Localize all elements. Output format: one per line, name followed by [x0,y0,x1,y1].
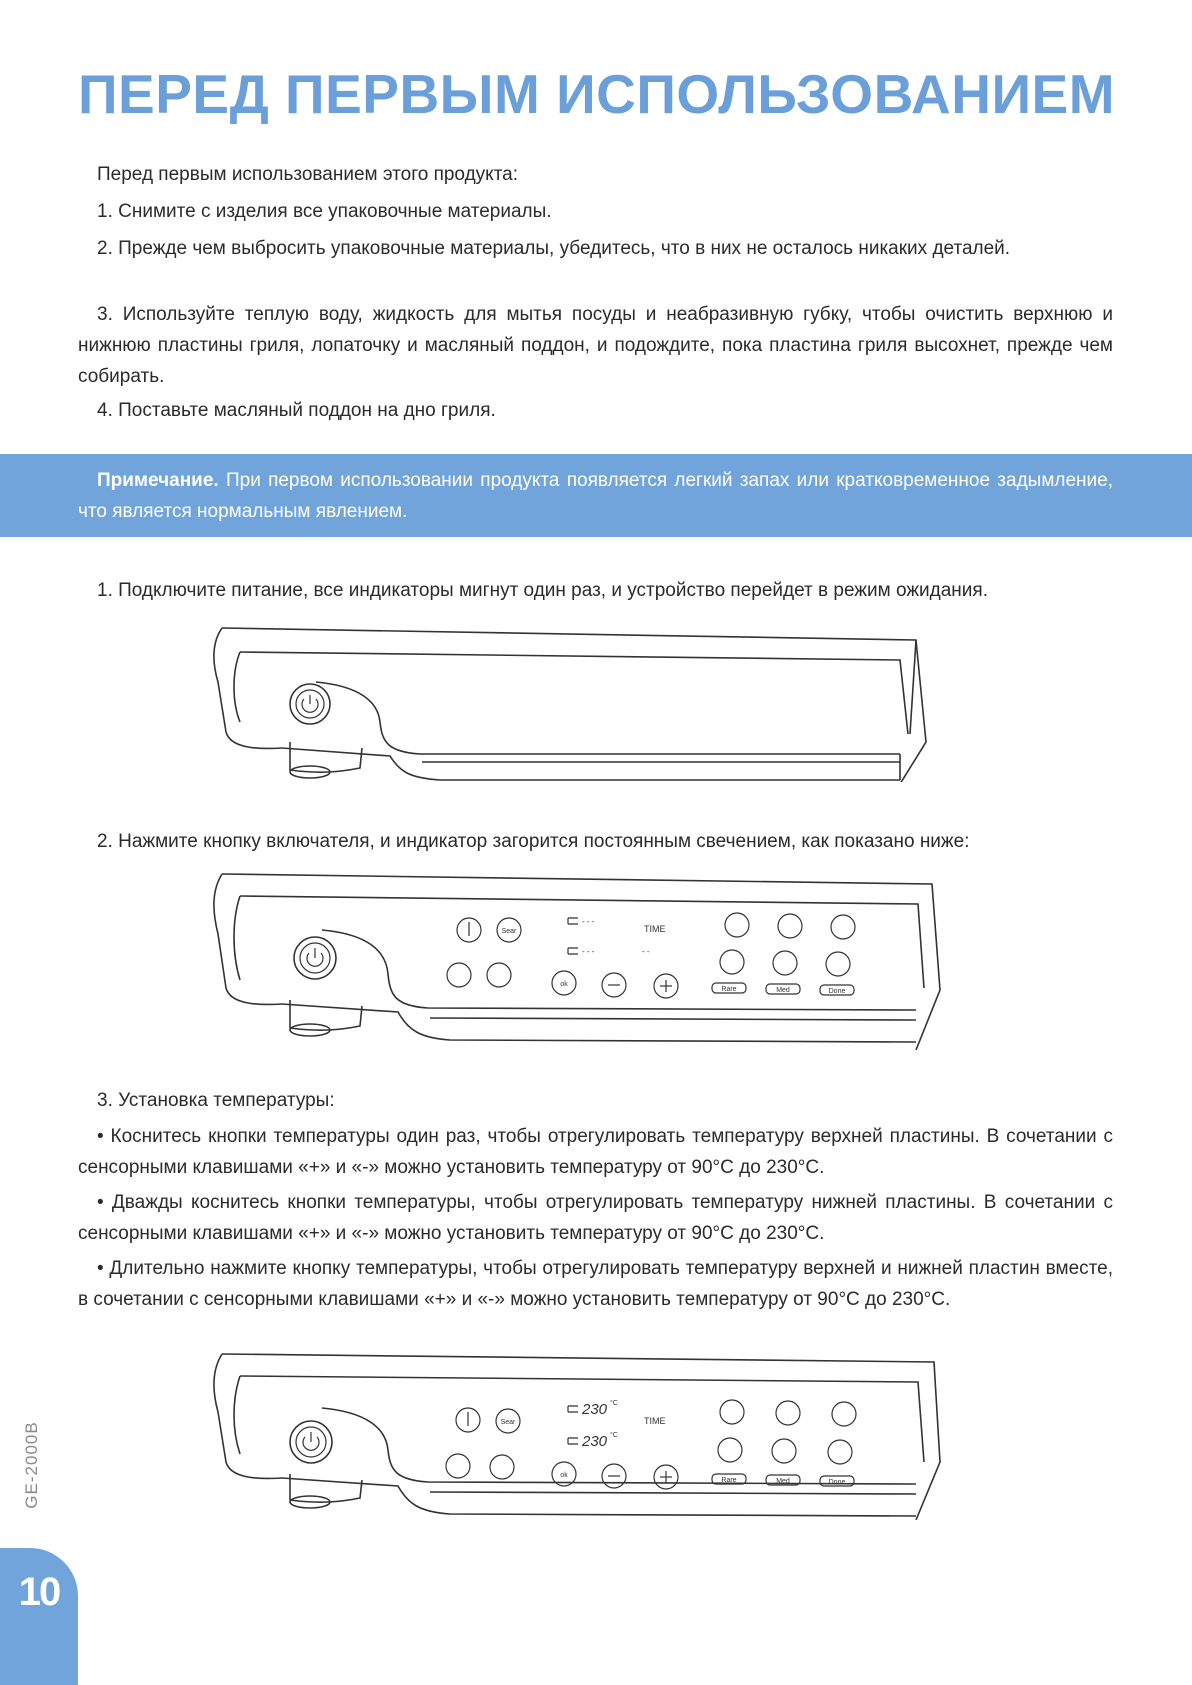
preset-icon-1 [720,1400,744,1424]
med-label: Med [776,987,790,994]
preset-icon-3 [831,915,855,939]
done-label: Done [828,1479,846,1486]
intro-step-3: 3. Используйте теплую воду, жидкость для мытья посуды и неабразивную губку, чтобы очистить верхнюю и нижнюю пластины гриля, лопаточку и масляный поддон, и подождите, пока пластина гриля высохнет, прежде чем собирать. [78,304,1113,387]
preset-icon-2 [776,1401,800,1425]
defrost-icon [487,963,511,987]
note-banner [0,454,1192,537]
upper-temp-readout: 230 [582,1401,608,1418]
note-body: При первом использовании продукта появляется легкий запах или кратковременное задымление, что является нормальным явлением. [78,470,1113,522]
grill-panel-standby-drawing [210,622,930,782]
intro-lead: Перед первым использованием этого продукта: [97,164,519,185]
grill-panel-on-figure [210,870,945,1050]
steak-icon [826,952,850,976]
done-label: Done [828,988,846,995]
timer-icon [446,1454,470,1478]
svg-text:- - -: - - - [582,917,595,926]
instruction-step-3-title: 3. Установка температуры: [97,1090,335,1111]
med-label: Med [776,1478,790,1485]
lower-temp-unit: °C [610,1432,618,1439]
time-label: TIME [644,924,666,934]
preset-icon-1 [725,913,749,937]
note-text [78,465,1113,527]
instruction-step-2: 2. Нажмите кнопку включателя, и индикатор загорится постоянным свечением, как показано ниже: [97,831,970,852]
intro-step-1: 1. Снимите с изделия все упаковочные материалы. [97,201,552,222]
fish-icon [773,951,797,975]
rare-label: Rare [721,1477,737,1484]
grill-panel-on-drawing [210,870,945,1050]
preset-icon-4 [720,950,744,974]
preset-icon-2 [778,914,802,938]
sear-label: Sear [501,928,517,935]
preset-icon-4 [718,1438,742,1462]
intro-step-2: 2. Прежде чем выбросить упаковочные материалы, убедитесь, что в них не осталось никаких деталей. [97,238,1011,259]
ok-label: ok [560,981,568,988]
upper-temp-unit: °C [610,1400,618,1407]
page-number-tab [0,1548,78,1685]
page-number: 10 [18,1570,60,1614]
grill-panel-temperature-drawing [210,1350,945,1520]
intro-step-4: 4. Поставьте масляный поддон на дно гриля. [97,400,496,421]
rare-label: Rare [721,986,737,993]
instruction-step-3-bullet-3: • Длительно нажмите кнопку температуры, чтобы отрегулировать температуру верхней и нижней пластин вместе, в сочетании с сенсорными клавишами «+» и «-» можно установить температуру от 90°C до 230°C. [78,1258,1113,1310]
sear-label: Sear [500,1419,516,1426]
steak-icon [828,1440,852,1464]
power-icon [290,684,330,724]
page-title: ПЕРЕД ПЕРВЫМ ИСПОЛЬЗОВАНИЕМ [78,63,1116,125]
grill-panel-standby-figure [210,622,930,782]
model-label: GE-2000B [22,1421,41,1509]
lower-temp-readout: 230 [582,1433,608,1450]
instruction-step-1: 1. Подключите питание, все индикаторы мигнут один раз, и устройство перейдет в режим ожидания. [97,580,988,601]
instruction-step-3-bullet-2: • Дважды коснитесь кнопки температуры, чтобы отрегулировать температуру нижней пластины. В сочетании с сенсорными клавишами «+» и «-» можно установить температуру от 90°C до 230°C. [78,1192,1113,1244]
instruction-step-3-bullet-1: • Коснитесь кнопки температуры один раз, чтобы отрегулировать температуру верхней пластины. В сочетании с сенсорными клавишами «+» и «-» можно установить температуру от 90°C до 230°C. [78,1126,1113,1178]
ok-label: ok [560,1472,568,1479]
fish-icon [772,1439,796,1463]
power-icon [290,1421,332,1463]
grill-panel-temperature-figure [210,1350,945,1520]
note-label: Примечание. [97,470,219,491]
defrost-icon [490,1455,514,1479]
preset-icon-3 [832,1402,856,1426]
time-label: TIME [644,1416,666,1426]
timer-icon [447,963,471,987]
svg-text:- -: - - [642,947,650,956]
svg-text:- - -: - - - [582,947,595,956]
power-icon [294,937,336,979]
